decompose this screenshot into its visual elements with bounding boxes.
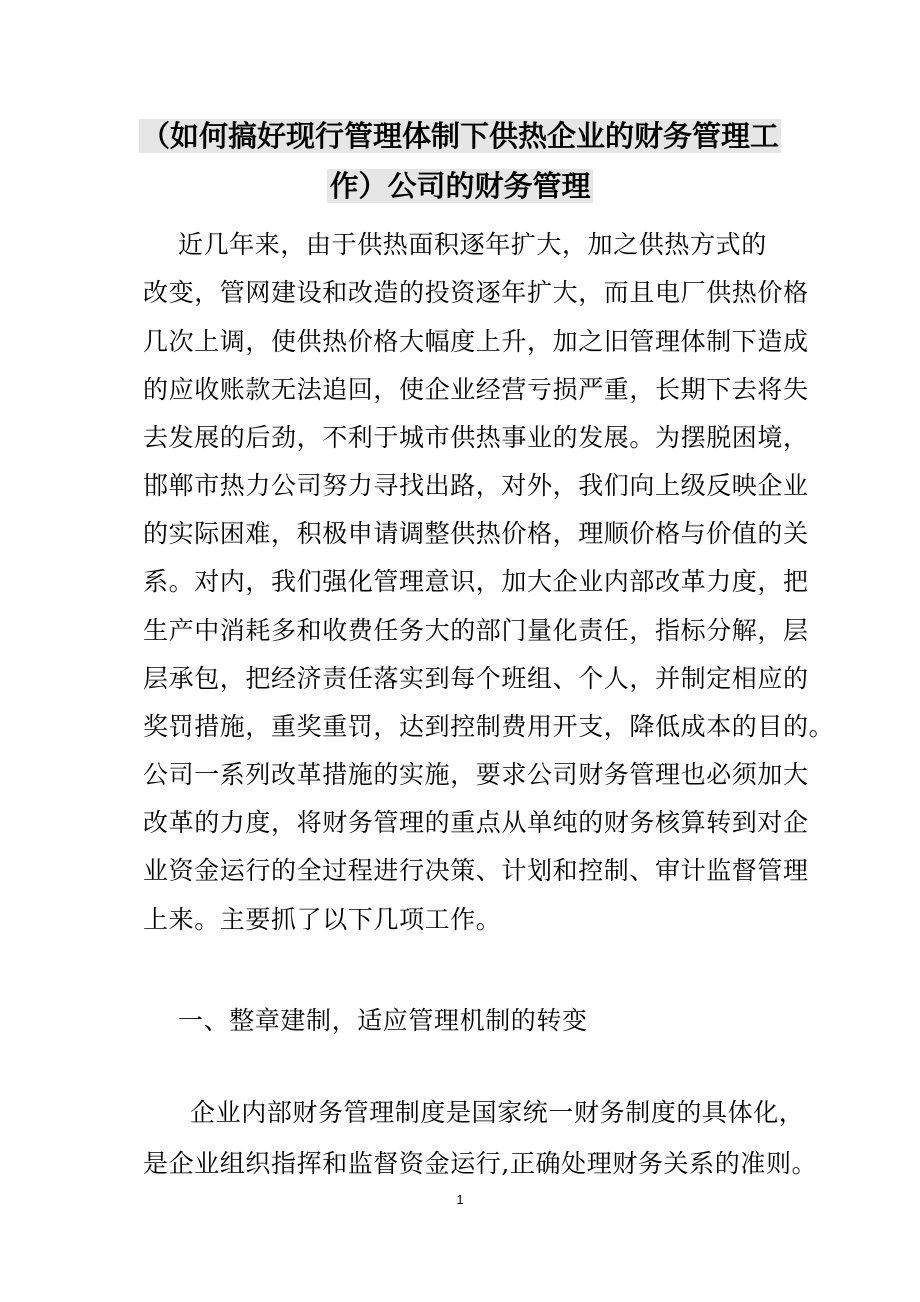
paragraph-line: 几次上调，使供热价格大幅度上升，加之旧管理体制下造成 <box>143 327 809 356</box>
paragraph-line: 的实际困难，积极申请调整供热价格，理顺价格与价值的关 <box>143 519 809 548</box>
paragraph-line: 层承包，把经济责任落实到每个班组、个人，并制定相应的 <box>143 664 809 693</box>
paragraph-line: 改革的力度，将财务管理的重点从单纯的财务核算转到对企 <box>143 808 809 837</box>
paragraph-line: 公司一系列改革措施的实施，要求公司财务管理也必须加大 <box>143 760 809 789</box>
document-title-text-2: 作）公司的财务管理 <box>329 169 591 203</box>
paragraph-line: 生产中消耗多和收费任务大的部门量化责任，指标分解，层 <box>143 616 809 645</box>
paragraph-line: 企业内部财务管理制度是国家统一财务制度的具体化， <box>190 1098 805 1127</box>
paragraph-line: 是企业组织指挥和监督资金运行,正确处理财务关系的准则。 <box>143 1149 818 1178</box>
paragraph-line: 近几年来，由于供热面积逐年扩大，加之供热方式的 <box>178 230 767 259</box>
paragraph-line: 的应收账款无法追回，使企业经营亏损严重，长期下去将失 <box>143 375 809 404</box>
paragraph-line: 邯郸市热力公司努力寻找出路，对外，我们向上级反映企业 <box>143 471 809 500</box>
paragraph-line: 奖罚措施，重奖重罚，达到控制费用开支，降低成本的目的。 <box>143 712 835 741</box>
paragraph-line: 去发展的后劲，不利于城市供热事业的发展。为摆脱困境， <box>143 423 809 452</box>
page-number: 1 <box>456 1192 464 1207</box>
paragraph-line: 业资金运行的全过程进行决策、计划和控制、审计监督管理 <box>143 856 809 885</box>
document-title-line-2 <box>0 164 920 208</box>
document-title-text-1: （如何搞好现行管理体制下供热企业的财务管理工 <box>140 119 779 153</box>
paragraph-line: 上来。主要抓了以下几项工作。 <box>143 905 502 934</box>
paragraph-line: 系。对内，我们强化管理意识，加大企业内部改革力度，把 <box>143 567 809 596</box>
paragraph-line: 改变，管网建设和改造的投资逐年扩大，而且电厂供热价格 <box>143 278 809 307</box>
document-title-line-1 <box>0 114 920 158</box>
section-heading: 一、整章建制，适应管理机制的转变 <box>178 1006 588 1035</box>
